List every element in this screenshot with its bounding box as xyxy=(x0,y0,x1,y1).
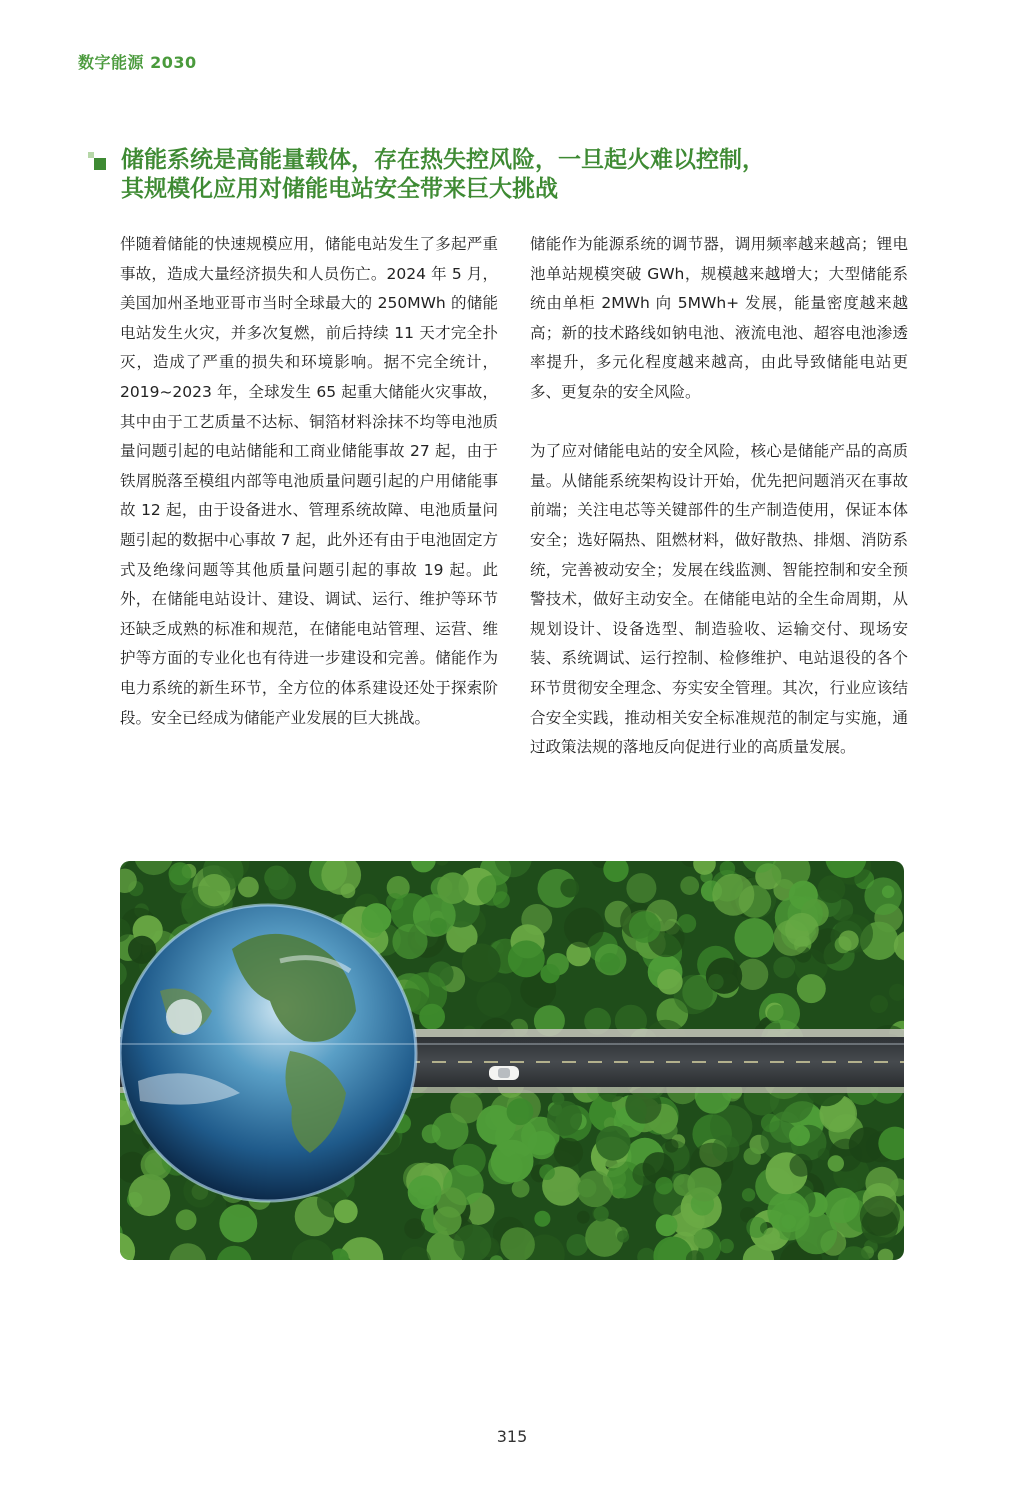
earth-forest-road-photo xyxy=(120,861,904,1260)
body-paragraph: 为了应对储能电站的安全风险，核心是储能产品的高质量。从储能系统架构设计开始，优先把问题消灭在事故前端；关注电芯等关键部件的生产制造使用，保证本体安全；选好隔热、阻燃材料，做好散热、排烟、消防系统，完善被动安全；发展在线监测、智能控制和安全预警技术，做好主动安全。在储能电站的全生命周期，从规划设计、设备选型、制造验收、运输交付、现场安装、系统调试、运行控制、检修维护、电站退役的各个环节贯彻安全理念、夯实安全管理。其次，行业应该结合安全实践，推动相关安全标准规范的制定与实施，通过政策法规的落地反向促进行业的高质量发展。 xyxy=(530,442,908,757)
running-header: 数字能源 2030 xyxy=(78,53,197,72)
section-title-line-2: 其规模化应用对储能电站安全带来巨大挑战 xyxy=(121,176,558,202)
section-title-line-1: 储能系统是高能量载体，存在热失控风险，一旦起火难以控制， xyxy=(121,147,765,173)
section-title xyxy=(121,146,908,204)
car-icon xyxy=(489,1066,519,1080)
body-paragraph: 伴随着储能的快速规模应用，储能电站发生了多起严重事故，造成大量经济损失和人员伤亡。2024 年 5 月，美国加州圣地亚哥市当时全球最大的 250MWh 的储能电站发生火灾，并多次复燃，前后持续 11 天才完全扑灭，造成了严重的损失和环境影响。据不完全统计， 2019~2023 年，全球发生 65 起重大储能火灾事故，其中由于工艺质量不达标、铜箔材料涂抹不均等电池质量问题引起的电站储能和工商业储能事故 27 起，由于铁屑脱落至模组内部等电池质量问题引起的户用储能事故 12 起，由于设备进水、管理系统故障、电池质量问题引起的数据中心事故 7 起，此外还有由于电池固定方式及绝缘问题等其他质量问题引起的事故 19 起。此外，在储能电站设计、建设、调试、运行、维护等环节还缺乏成熟的标准和规范，在储能电站管理、运营、维护等方面的专业化也有待进一步建设和完善。储能作为电力系统的新生环节，全方位的体系建设还处于探索阶段。安全已经成为储能产业发展的巨大挑战。 xyxy=(120,235,498,727)
left-column xyxy=(120,230,498,733)
right-column xyxy=(530,230,908,763)
page-number: 315 xyxy=(496,1427,528,1446)
globe-icon xyxy=(120,905,416,1201)
body-paragraph: 储能作为能源系统的调节器，调用频率越来越高；锂电池单站规模突破 GWh，规模越来越增大；大型储能系统由单柜 2MWh 向 5MWh+ 发展，能量密度越来越高；新的技术路线如钠电池、液流电池、超容电池渗透率提升，多元化程度越来越高，由此导致储能电站更多、更复杂的安全风险。 xyxy=(530,235,908,401)
section-bullet-icon xyxy=(88,152,110,174)
section-heading xyxy=(88,146,908,204)
